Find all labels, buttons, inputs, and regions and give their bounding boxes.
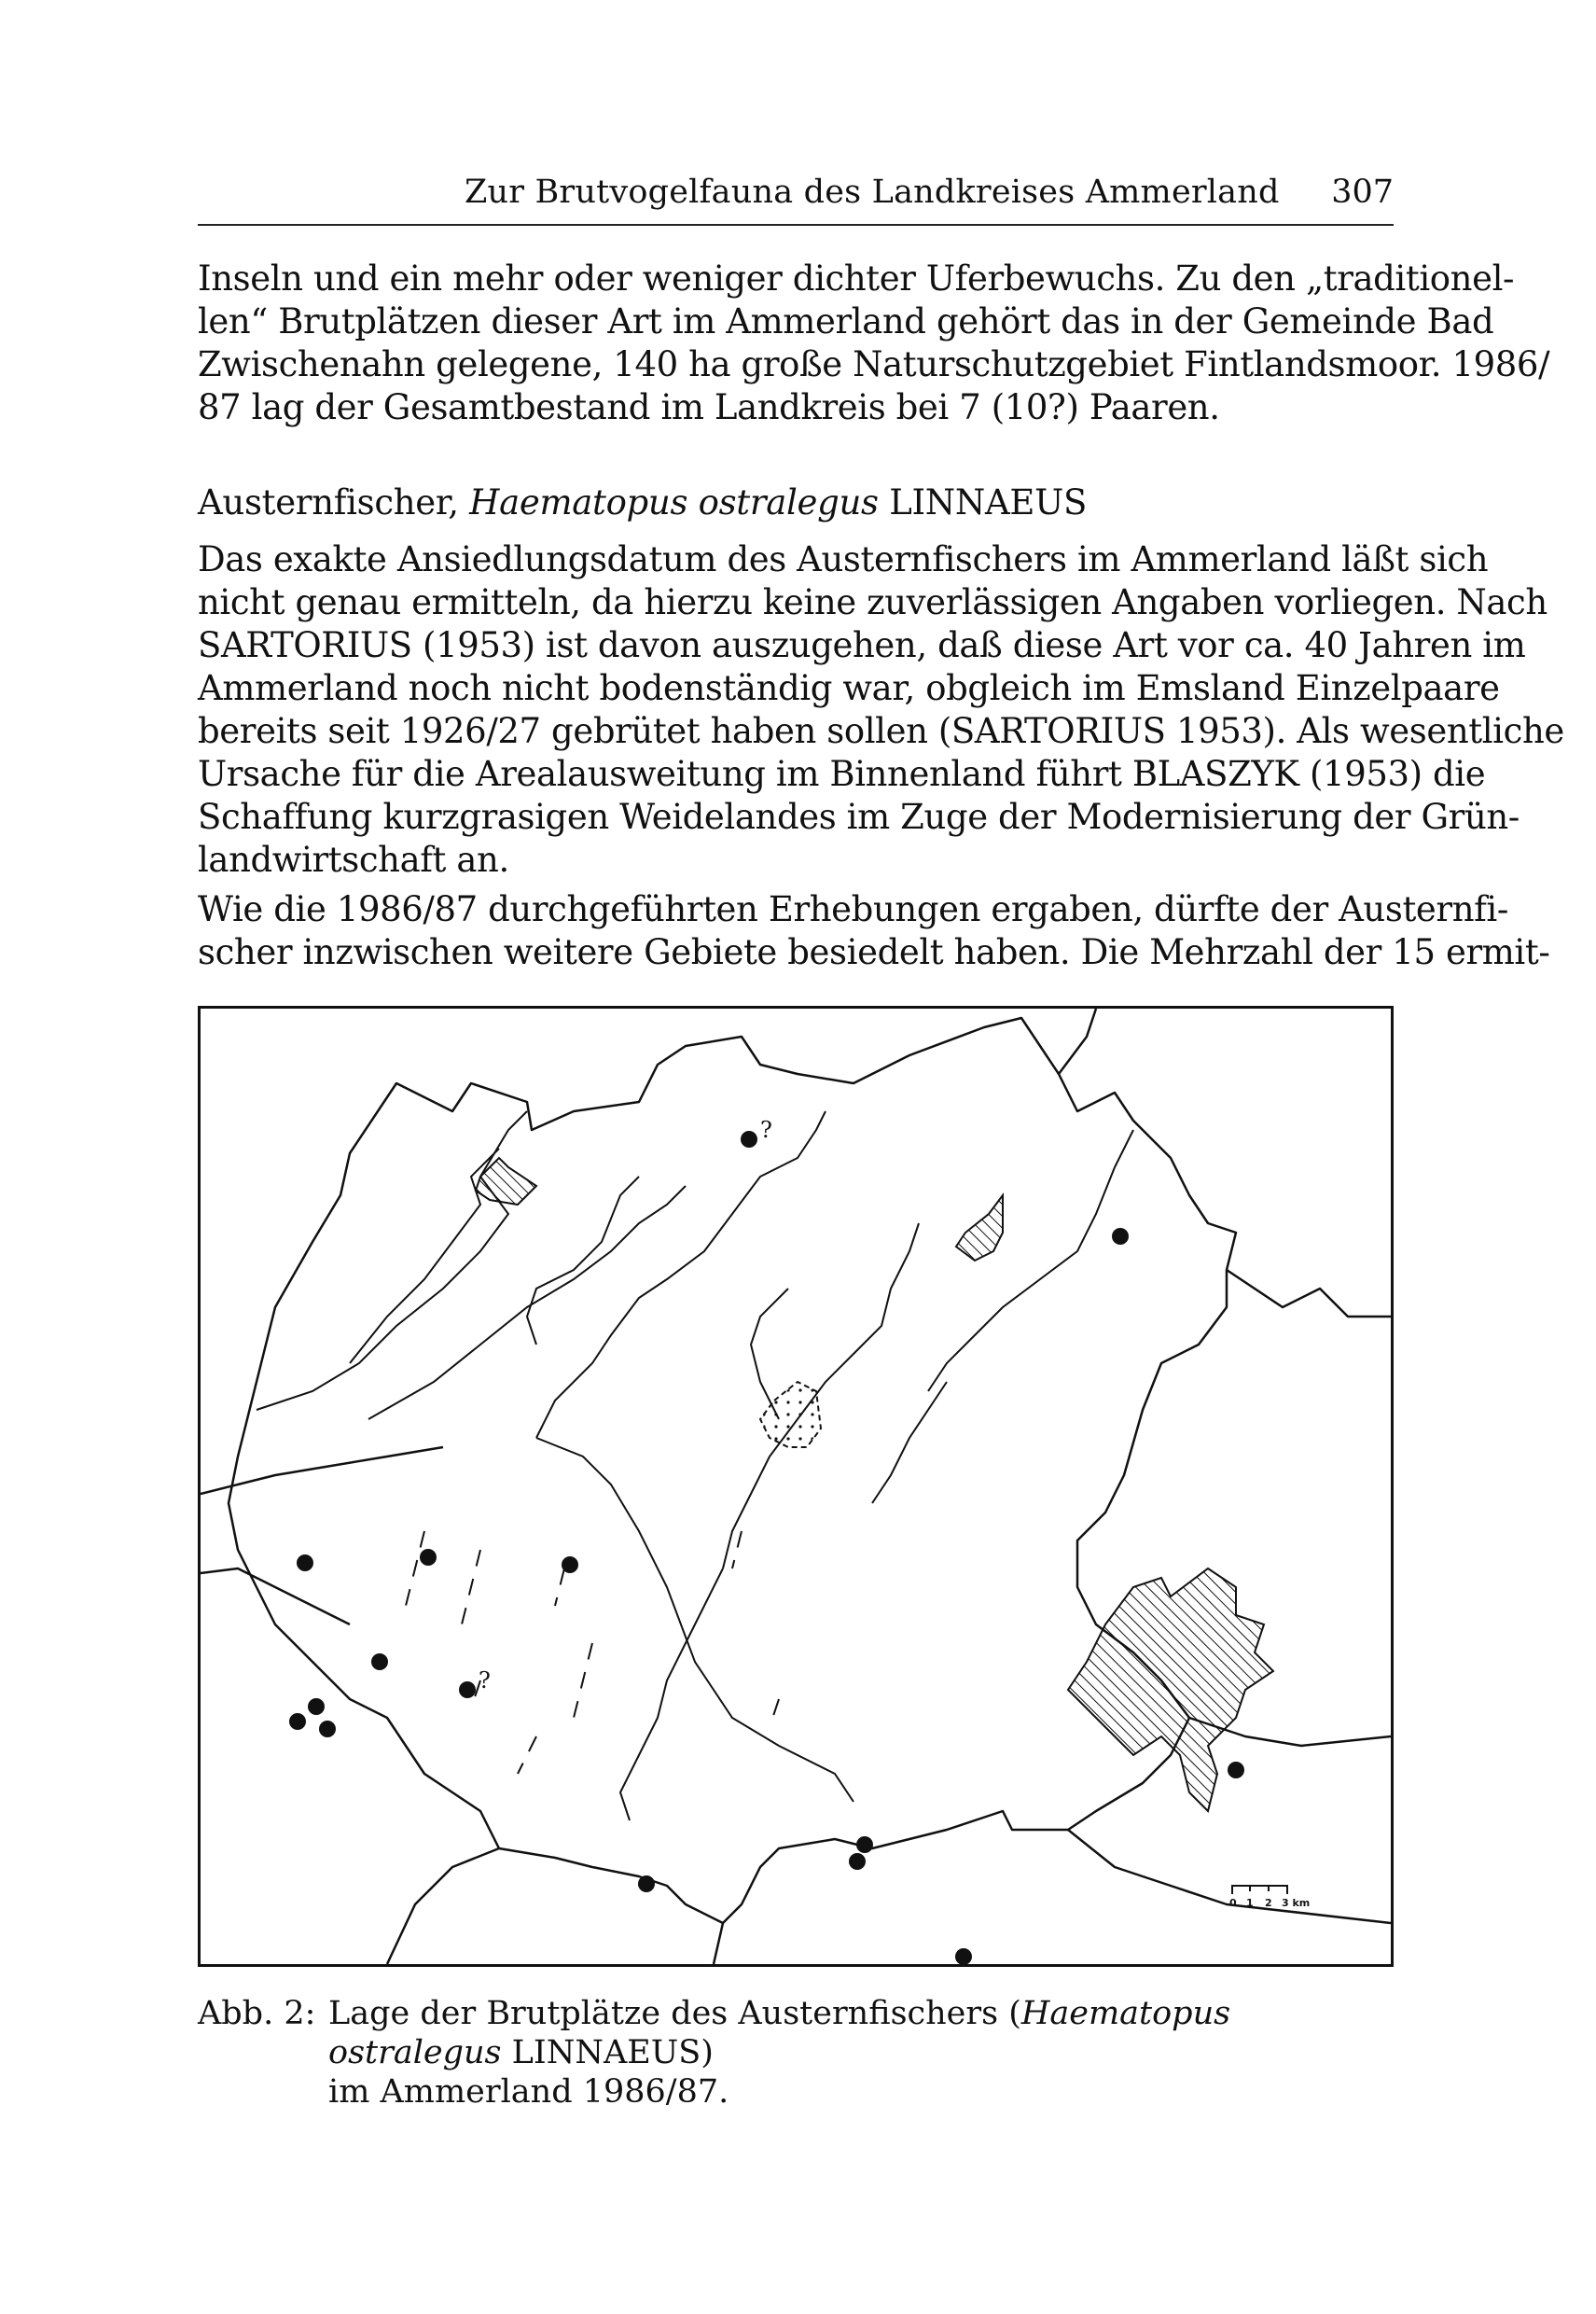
text-line: nicht genau ermitteln, da hierzu keine zuverlässigen Angaben vorliegen. Nach — [198, 582, 1547, 622]
section-heading — [198, 482, 1087, 523]
text-line: landwirtschaft an. — [198, 840, 509, 880]
breeding-site-markers — [289, 1117, 1244, 1964]
caption-text — [328, 1994, 1394, 2112]
text-line: bereits seit 1926/27 gebrütet haben sollen (SARTORIUS 1953). Als wesentliche — [198, 711, 1564, 751]
breeding-site-dot — [289, 1713, 306, 1730]
breeding-site-dot — [371, 1653, 388, 1670]
district-map — [201, 1009, 1391, 1964]
breeding-site-dot — [955, 1948, 972, 1964]
breeding-site-dot — [308, 1698, 325, 1715]
caption-latin-name: Haematopus ostralegus — [328, 1995, 1231, 2071]
scale-label-3: 3 km — [1282, 1897, 1311, 1909]
heading-common-name: Austernfischer, — [198, 482, 459, 523]
breeding-site-dot — [638, 1875, 655, 1892]
breeding-site-dot — [1228, 1762, 1244, 1778]
text-line: Zwischenahn gelegene, 140 ha große Naturschutzgebiet Fintlandsmoor. 1986/ — [198, 344, 1550, 384]
uncertain-mark: ? — [479, 1667, 491, 1694]
breeding-site-dot — [1112, 1228, 1129, 1245]
paragraph-body — [198, 888, 1550, 974]
caption-line-2: im Ammerland 1986/87. — [328, 2073, 729, 2111]
breeding-site-dot — [741, 1131, 757, 1148]
running-title: Zur Brutvogelfauna des Landkreises Ammerland — [465, 174, 1280, 211]
text-line: Inseln und ein mehr oder weniger dichter Uferbewuchs. Zu den „traditionel- — [198, 258, 1515, 299]
heading-author: LINNAEUS — [889, 482, 1087, 523]
scale-bar-graphic — [1231, 1882, 1334, 1895]
text-line: Schaffung kurzgrasigen Weidelandes im Zuge der Modernisierung der Grün- — [198, 797, 1520, 837]
text-line: SARTORIUS (1953) ist davon auszugehen, daß diese Art vor ca. 40 Jahren im — [198, 625, 1526, 665]
breeding-site-dot — [459, 1681, 476, 1698]
scale-label-1: 1 — [1246, 1897, 1254, 1909]
text-line: Ursache für die Arealausweitung im Binnenland führt BLASZYK (1953) die — [198, 754, 1486, 794]
text-line: Das exakte Ansiedlungsdatum des Austernfischers im Ammerland läßt sich — [198, 539, 1489, 579]
header-rule — [198, 224, 1394, 226]
breeding-site-dot — [849, 1853, 866, 1870]
running-header — [198, 168, 1394, 224]
breeding-site-dot — [856, 1836, 873, 1853]
district-boundary — [201, 1009, 1391, 1964]
paragraph-continued — [198, 258, 1550, 429]
map-figure — [198, 1006, 1394, 1967]
scale-label-0: 0 — [1229, 1897, 1237, 1909]
text-line: 87 lag der Gesamtbestand im Landkreis bei 7 (10?) Paaren. — [198, 387, 1220, 427]
paragraph-body — [198, 538, 1564, 882]
heading-latin-name: Haematopus ostralegus — [469, 482, 879, 523]
text-line: scher inzwischen weitere Gebiete besiedelt haben. Die Mehrzahl der 15 ermit- — [198, 932, 1550, 972]
text-line: Wie die 1986/87 durchgeführten Erhebungen ergaben, dürfte der Austernfi- — [198, 889, 1508, 929]
caption-text-after: LINNAEUS) — [501, 2034, 714, 2071]
page-number: 307 — [1331, 174, 1394, 211]
hatched-area — [956, 1195, 1003, 1261]
uncertain-mark: ? — [760, 1117, 772, 1143]
hatched-lake — [476, 1158, 536, 1205]
caption-text-before: Lage der Brutplätze des Austernfischers ( — [328, 1995, 1021, 2032]
breeding-site-dot — [562, 1556, 578, 1573]
text-line: Ammerland noch nicht bodenständig war, obgleich im Emsland Einzelpaare — [198, 668, 1500, 708]
text-line: len“ Brutplätzen dieser Art im Ammerland gehört das in der Gemeinde Bad — [198, 301, 1494, 342]
caption-label: Abb. 2: — [198, 1995, 316, 2032]
breeding-site-dot — [420, 1549, 437, 1566]
breeding-site-dot — [297, 1554, 313, 1571]
breeding-site-dot — [319, 1721, 336, 1737]
dotted-area — [760, 1382, 821, 1447]
scale-label-2: 2 — [1265, 1897, 1272, 1909]
